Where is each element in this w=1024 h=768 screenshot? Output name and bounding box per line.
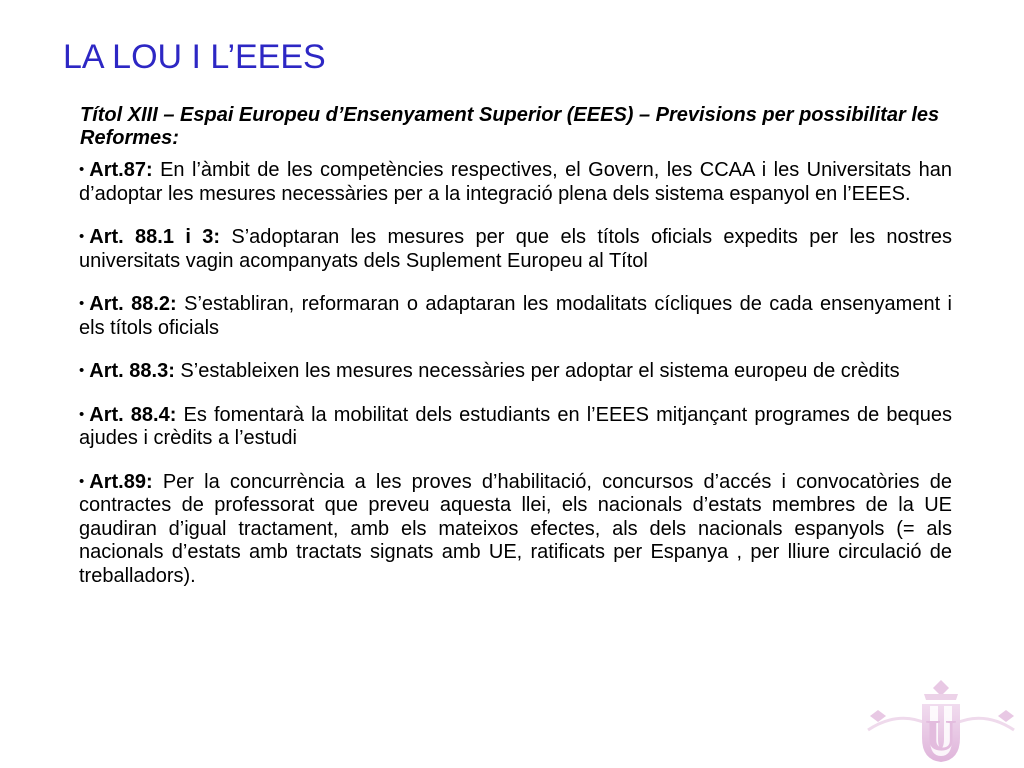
article-ref: Art. 88.3: [89, 360, 175, 382]
bullet-icon: • [79, 161, 85, 178]
article-text: S’adoptaran les mesures per que els títols oficials expedits per les nostres universitats vagin acompanyats dels Suplement Europeu al Títol [79, 226, 952, 272]
bullet-icon: • [79, 405, 85, 423]
article-ref: Art.89: [89, 470, 153, 493]
logo-letter: U [925, 711, 957, 760]
article-ref: Art. 88.2: [89, 293, 177, 315]
article-item-88-4 [79, 403, 952, 451]
bullet-icon: • [79, 362, 85, 379]
article-text: En l’àmbit de les competències respectives, el Govern, les CCAA i les Universitats han d’adoptar les mesures necessàries per a la integració plena dels sistema espanyol en l’EEES. [79, 159, 952, 205]
section-subtitle: Títol XIII – Espai Europeu d’Ensenyament Superior (EEES) – Previsions per possibilitar les Reformes: [80, 104, 940, 149]
article-item-87 [79, 158, 952, 206]
article-item-88-2 [79, 292, 952, 340]
article-ref: Art. 88.4: [89, 403, 177, 426]
article-ref: Art.87: [89, 159, 153, 181]
article-item-89 [79, 470, 952, 589]
university-u-logo-icon [858, 672, 1024, 768]
article-text: S’estableixen les mesures necessàries per adoptar el sistema europeu de crèdits [174, 360, 900, 382]
article-text: S’establiran, reformaran o adaptaran les modalitats cícliques de cada ensenyament i els títols oficials [79, 293, 952, 339]
slide-title: LA LOU I L’EEES [63, 38, 326, 76]
article-text: Per la concurrència a les proves d’habilitació, concursos d’accés i convocatòries de contractes de professorat que preveu aquesta llei, els nacionals d’estats membres de la UE gaudiran d’igual tractament, amb els mateixos efectes, als dels nacionals espanyols (= als nacionals d’estats amb tractats signats amb UE, ratificats per Espanya , per lliure circulació de treballadors). [79, 470, 952, 587]
article-list [79, 158, 952, 607]
article-ref: Art. 88.1 i 3: [89, 226, 221, 248]
article-item-88-3 [79, 359, 952, 384]
article-item-88-1-3 [79, 225, 952, 273]
bullet-icon: • [79, 228, 85, 245]
article-text: Es fomentarà la mobilitat dels estudiants en l’EEES mitjançant programes de beques ajudes i crèdits a l’estudi [79, 403, 952, 449]
bullet-icon: • [79, 472, 85, 490]
bullet-icon: • [79, 295, 85, 312]
